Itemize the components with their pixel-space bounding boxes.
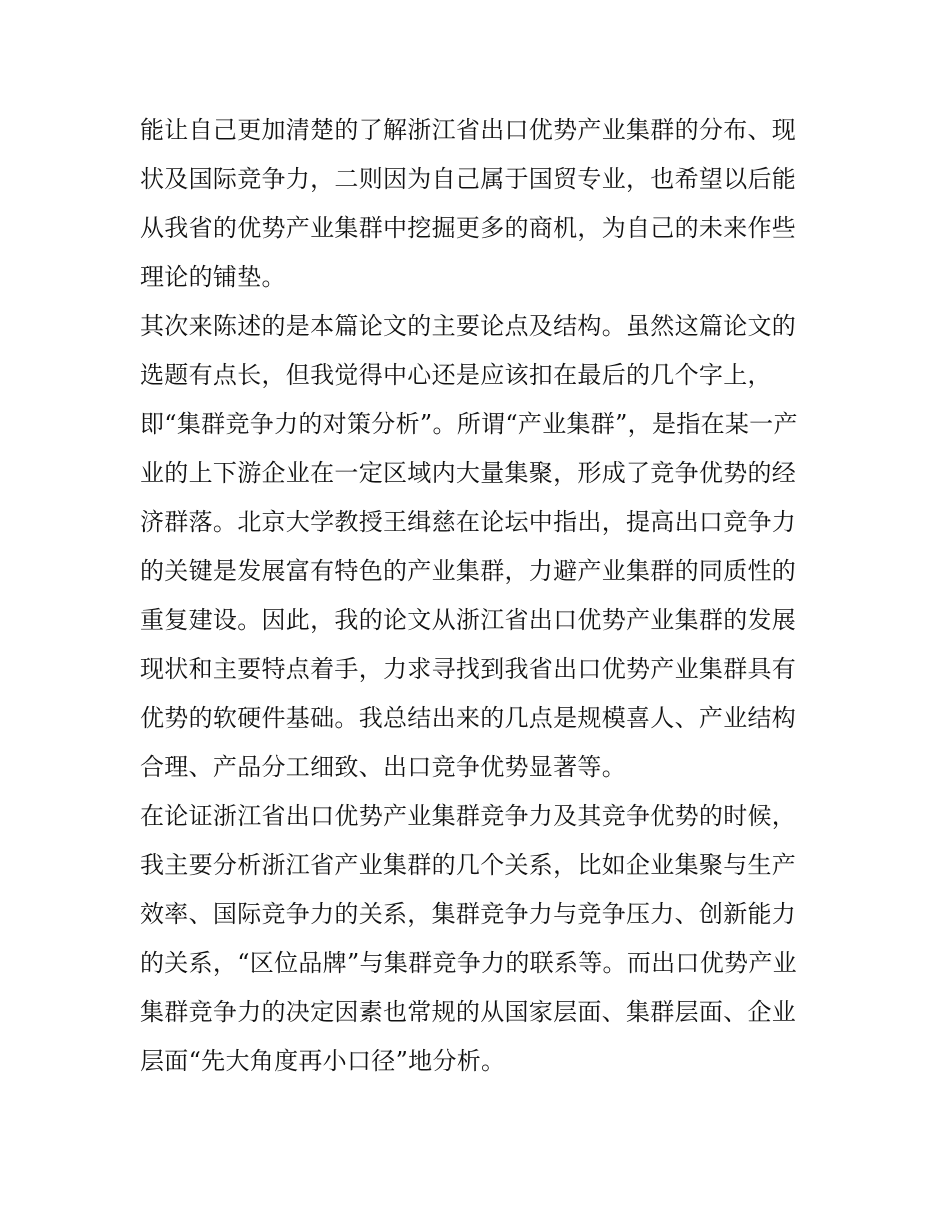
text-line: 重复建设。因此，我的论文从浙江省出口优势产业集群的发展	[140, 606, 797, 634]
text-line: 济群落。北京大学教授王缉慈在论坛中指出，提高出口竞争力	[140, 508, 797, 536]
text-line: 即“集群竞争力的对策分析”。所谓“产业集群”，是指在某一产	[140, 410, 798, 438]
text-line: 其次来陈述的是本篇论文的主要论点及结构。虽然这篇论文的	[140, 312, 797, 340]
text-line: 我主要分析浙江省产业集群的几个关系，比如企业集聚与生产	[140, 851, 797, 879]
text-line: 状及国际竞争力，二则因为自己属于国贸专业，也希望以后能	[140, 165, 797, 193]
text-line: 现状和主要特点着手，力求寻找到我省出口优势产业集群具有	[140, 655, 797, 683]
text-line: 的关键是发展富有特色的产业集群，力避产业集群的同质性的	[140, 557, 797, 585]
text-line: 优势的软硬件基础。我总结出来的几点是规模喜人、产业结构	[140, 704, 797, 732]
text-line: 合理、产品分工细致、出口竞争优势显著等。	[140, 753, 626, 781]
text-line: 业的上下游企业在一定区域内大量集聚，形成了竞争优势的经	[140, 459, 797, 487]
text-line: 选题有点长，但我觉得中心还是应该扣在最后的几个字上，	[140, 361, 772, 389]
text-line: 集群竞争力的决定因素也常规的从国家层面、集群层面、企业	[140, 998, 797, 1026]
text-line: 理论的铺垫。	[140, 263, 286, 291]
text-line: 的关系，“区位品牌”与集群竞争力的联系等。而出口优势产业	[140, 949, 797, 977]
text-line: 层面“先大角度再小口径”地分析。	[140, 1047, 506, 1075]
text-line: 能让自己更加清楚的了解浙江省出口优势产业集群的分布、现	[140, 116, 797, 144]
text-line: 从我省的优势产业集群中挖掘更多的商机，为自己的未来作些	[140, 214, 797, 242]
text-line: 在论证浙江省出口优势产业集群竞争力及其竞争优势的时候，	[140, 802, 797, 830]
text-line: 效率、国际竞争力的关系，集群竞争力与竞争压力、创新能力	[140, 900, 797, 928]
